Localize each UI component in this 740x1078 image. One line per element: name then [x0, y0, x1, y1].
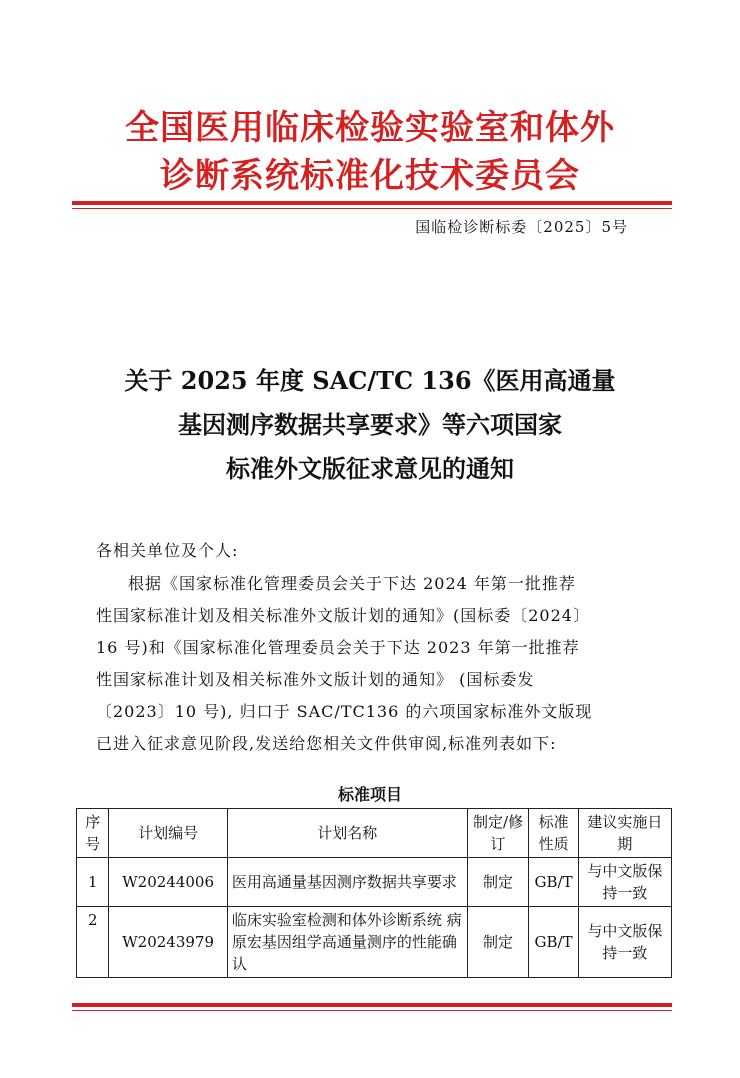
header-nature: 标准性质 [529, 809, 578, 858]
body-text-line: 性国家标准计划及相关标准外文版计划的通知》 (国标委发 [96, 670, 535, 689]
body-text-line: 性国家标准计划及相关标准外文版计划的通知》(国标委〔2024〕 [96, 606, 590, 625]
salutation: 各相关单位及个人: [96, 541, 239, 560]
body-text-line: 已进入征求意见阶段,发送给您相关文件供审阅,标准列表如下: [96, 734, 557, 753]
row-date: 与中文版保持一致 [578, 907, 671, 978]
table-caption: 标准项目 [337, 785, 402, 804]
committee-name-line1: 全国医用临床检验实验室和体外 [125, 108, 615, 148]
header-no: 序号 [77, 809, 109, 858]
footer-red-rule-thick [72, 1003, 672, 1007]
row-type: 制定 [467, 858, 529, 907]
notice-title-line3: 标准外文版征求意见的通知 [226, 454, 514, 483]
table-row [77, 858, 672, 907]
row-plan-no: W20243979 [109, 907, 227, 978]
table-header-row [77, 809, 672, 858]
table-row [77, 907, 672, 978]
footer-red-rule-thin [72, 1010, 672, 1011]
row-no: 2 [77, 907, 109, 978]
body-text-line: 16 号)和《国家标准化管理委员会关于下达 2023 年第一批推荐 [96, 638, 580, 657]
standards-table [76, 808, 672, 978]
document-number: 国临检诊断标委〔2025〕5号 [415, 218, 628, 236]
header-plan-no: 计划编号 [109, 809, 227, 858]
notice-title-line1: 关于 2025 年度 SAC/TC 136《医用高通量 [124, 366, 616, 395]
body-text-line: 〔2023〕10 号), 归口于 SAC/TC136 的六项国家标准外文版现 [96, 702, 593, 721]
header-red-rule-thick [72, 201, 672, 205]
row-nature: GB/T [529, 907, 578, 978]
committee-name-line2: 诊断系统标准化技术委员会 [160, 156, 580, 196]
row-date: 与中文版保持一致 [578, 858, 671, 907]
notice-title-line2: 基因测序数据共享要求》等六项国家 [178, 410, 562, 439]
row-plan-name: 临床实验室检测和体外诊断系统 病原宏基因组学高通量测序的性能确认 [227, 907, 467, 978]
row-nature: GB/T [529, 858, 578, 907]
body-text-line: 根据《国家标准化管理委员会关于下达 2024 年第一批推荐 [128, 574, 576, 593]
row-plan-no: W20244006 [109, 858, 227, 907]
header-red-rule-thin [72, 208, 672, 209]
header-plan-name: 计划名称 [227, 809, 467, 858]
header-type: 制定/修订 [467, 809, 529, 858]
row-plan-name: 医用高通量基因测序数据共享要求 [227, 858, 467, 907]
row-no: 1 [77, 858, 109, 907]
header-date: 建议实施日期 [578, 809, 671, 858]
row-type: 制定 [467, 907, 529, 978]
